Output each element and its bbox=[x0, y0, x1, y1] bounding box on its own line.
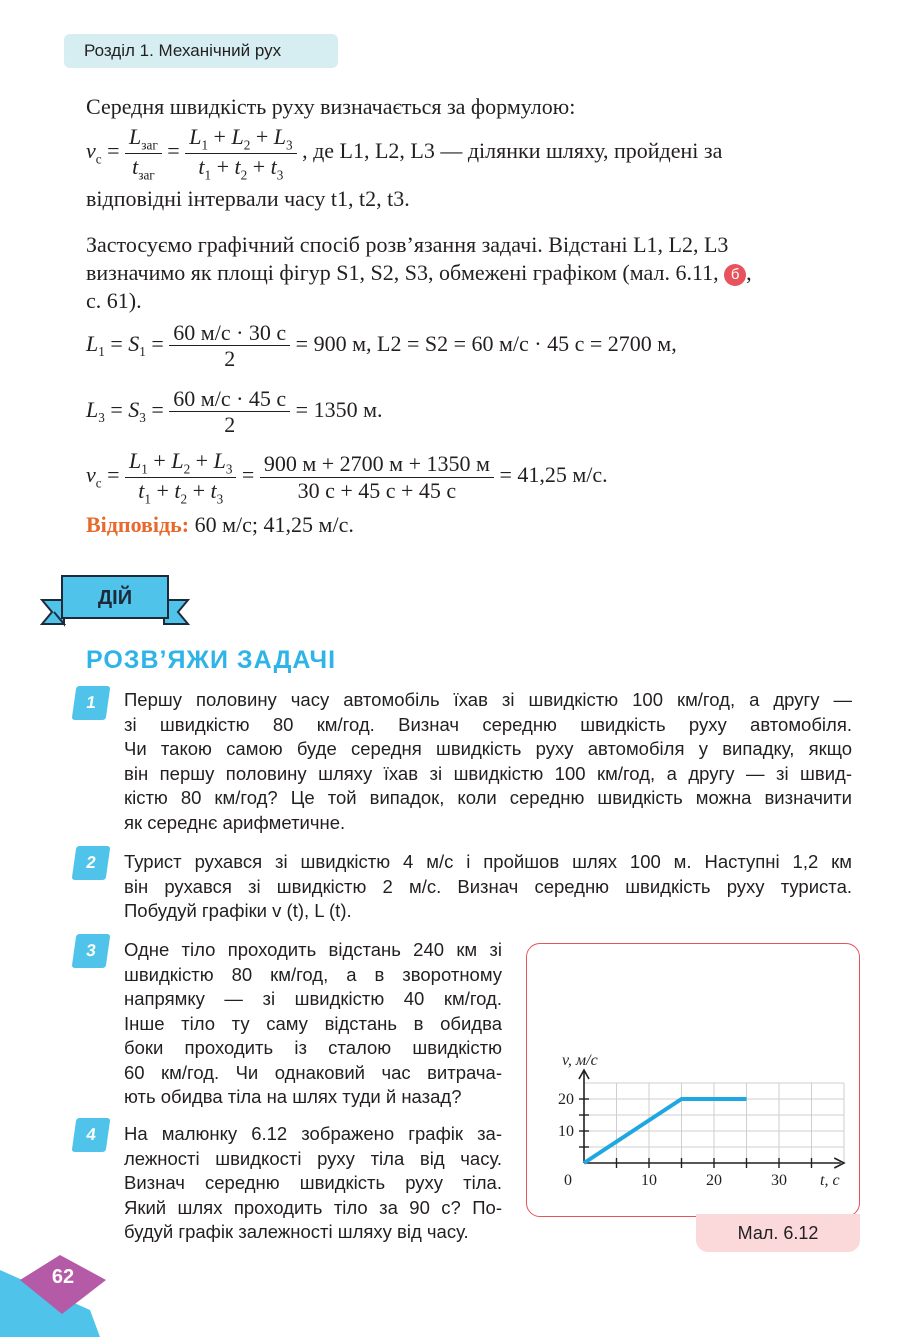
figure-badge: б bbox=[724, 264, 746, 286]
equation-3: $v_с$ = $\frac{L_1 + L_2 + L_3}{t_1 + t_2 + t_3}$ = $\frac{900 м + 2700 м + 1350 м}{30 с + 45 с + 45 с}$ = 41,25 м/с. bbox=[86, 448, 608, 506]
task-2-text: Турист рухався зі швидкістю 4 м/с і пройшов шлях 100 м. Наступні 1,2 км він рухався зі швидкістю 2 м/с. Визнач середню швидкість руху туриста. Побудуй графіки v (t), L (t). bbox=[124, 851, 852, 921]
eq1-numerator: 60 м/с · 30 с bbox=[169, 320, 290, 346]
task-number-1: 1 bbox=[72, 686, 111, 720]
answer-value: 60 м/с; 41,25 м/с. bbox=[194, 512, 354, 537]
x-tick-label: 10 bbox=[641, 1172, 657, 1189]
eq3-denominator: 30 с + 45 с + 45 с bbox=[297, 477, 457, 503]
eq3-numerator: 900 м + 2700 м + 1350 м bbox=[260, 451, 494, 477]
intro-text: Середня швидкість руху визначається за формулою: bbox=[86, 94, 576, 119]
task-1-text: Першу половину часу автомобіль їхав зі швидкістю 100 км/год, а другу — зі швидкістю 80 км/год. Визнач середню швидкість руху автомобіля. Чи такою самою буде середня швидкість руху автомобіля у випадку, якщо він першу половину шляху їхав зі швидкістю 100 км/год, а другу — зі швид- кістю 80 км/год? Це той випадок, коли середню швидкість можна визначити як середнє арифметичне. bbox=[124, 689, 852, 833]
eq2-rest: = 1350 м. bbox=[295, 396, 383, 422]
equation-1: $L_1 = S_1$ = $\frac{60 м/с \cdot 30 с}{2}$ = 900 м, L2 = S2 = 60 м/с · 45 с = 2700 м, bbox=[86, 320, 677, 372]
x-axis-label: t, с bbox=[820, 1172, 840, 1189]
graph-method-line-1: Застосуємо графічний спосіб розв’язання задачі. Відстані L1, L2, L3 bbox=[86, 232, 729, 257]
formula-description: , де L1, L2, L3 — ділянки шляху, пройдені за bbox=[302, 138, 723, 164]
task-number-3: 3 bbox=[72, 934, 111, 968]
page-corner bbox=[0, 1250, 120, 1337]
graph-method-text: визначимо як площі фігур S1, S2, S3, обмежені графіком (мал. 6.11, bbox=[86, 260, 719, 285]
task-number-4: 4 bbox=[72, 1118, 111, 1152]
eq1-denominator: 2 bbox=[224, 346, 236, 372]
y-axis-label: v, м/с bbox=[562, 1052, 598, 1069]
y-tick-label: 20 bbox=[558, 1091, 574, 1108]
x-tick-label: 0 bbox=[564, 1172, 572, 1189]
task-number-2: 2 bbox=[72, 846, 111, 880]
answer bbox=[86, 512, 354, 538]
graph-method-line-2: визначимо як площі фігур S1, S2, S3, обмежені графіком (мал. 6.11, б , bbox=[86, 260, 752, 285]
task-4-text: На малюнку 6.12 зображено графік за- лежності швидкості руху тіла від часу. Визнач середню швидкість руху тіла. Який шлях проходить тіло за 90 с? По- будуй графік залежності шляху від часу. bbox=[124, 1123, 502, 1242]
figure-caption: Мал. 6.12 bbox=[696, 1214, 860, 1252]
act-banner-label: ДІЙ bbox=[97, 587, 133, 609]
page-number: 62 bbox=[51, 1266, 75, 1288]
x-tick-label: 30 bbox=[771, 1172, 787, 1189]
equation-2: $L_3 = S_3$ = $\frac{60 м/с \cdot 45 с}{2}$ = 1350 м. bbox=[86, 386, 383, 438]
answer-label: Відповідь: bbox=[86, 512, 190, 537]
formula-avg-speed: $v_с$ = $\frac{L_{заг}}{t_{заг}}$ = $\frac{L_1 + L_2 + L_3}{t_1 + t_2 + t_3}$ , де L1, L2, L3 — ділянки шляху, пройдені за bbox=[86, 124, 723, 182]
tasks-heading: РОЗВ’ЯЖИ ЗАДАЧІ bbox=[86, 646, 337, 674]
y-tick-label: 10 bbox=[558, 1123, 574, 1140]
graph-method-line-3: с. 61). bbox=[86, 288, 142, 313]
task-3-text: Одне тіло проходить відстань 240 км зі швидкістю 80 км/год, а в зворотному напрямку — зі швидкістю 40 км/год. Інше тіло ту саму відстань в обидва боки проходить із сталою швидкістю 60 км/год. Чи однаковий час витрача- ють обидва тіла на шлях туди й назад? bbox=[124, 939, 502, 1107]
eq3-rest: = 41,25 м/с. bbox=[499, 462, 608, 488]
velocity-time-chart bbox=[526, 943, 860, 1217]
eq2-numerator: 60 м/с · 45 с bbox=[169, 386, 290, 412]
x-tick-label: 20 bbox=[706, 1172, 722, 1189]
section-header: Розділ 1. Механічний рух bbox=[64, 34, 338, 68]
eq2-denominator: 2 bbox=[224, 412, 236, 438]
formula-description-2: відповідні інтервали часу t1, t2, t3. bbox=[86, 186, 410, 211]
eq1-rest: = 900 м, L2 = S2 = 60 м/с · 45 с = 2700 м, bbox=[295, 330, 677, 356]
